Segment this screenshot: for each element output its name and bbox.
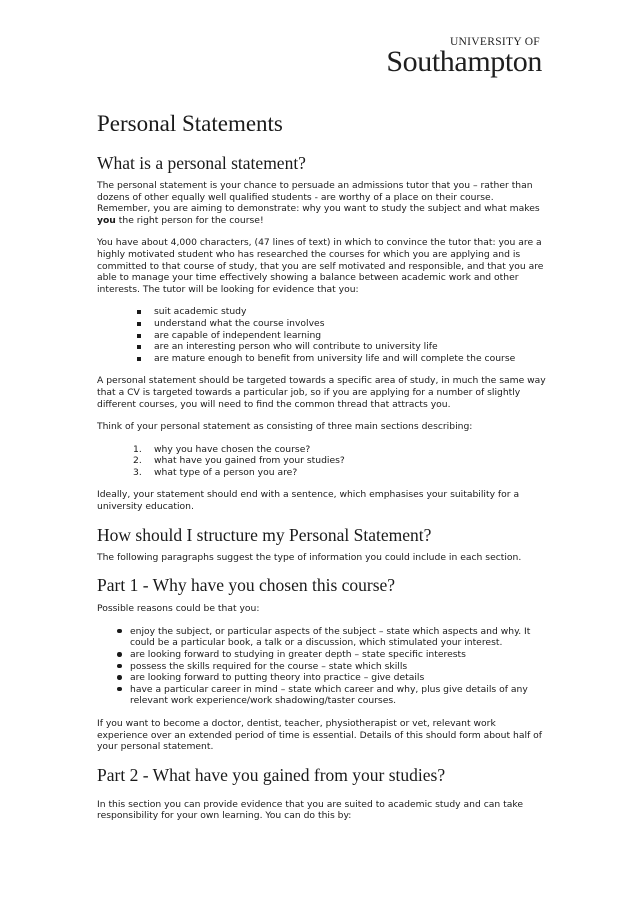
paragraph-characters: You have about 4,000 characters, (47 lines of text) in which to convince the tutor that: you are a highly motivated student who has researched the courses for which you are applying and is committed to that course of study, that you are self motivated and responsible, and that you are able to manage your time effectively showing a balance between academic work and other interests. The tutor will be looking for evidence that you:: [97, 237, 544, 295]
list-item-text: have a particular career in mind – state which career and why, plus give details of any relevant work experience/work shadowing/taster courses.: [130, 683, 528, 707]
list-item: [97, 318, 547, 330]
list-item-text: are looking forward to studying in greater depth – state specific interests: [130, 649, 466, 661]
list-item: [97, 626, 547, 649]
paragraph-targeted: A personal statement should be targeted towards a specific area of study, in much the same way that a CV is targeted towards a particular job, so if you are applying for a number of slightly different courses, you will need to find the common thread that attracts you.: [97, 375, 546, 410]
list-item: [97, 306, 547, 318]
reasons-list: [97, 626, 547, 707]
square-bullet-icon: [137, 334, 141, 338]
section-heading-part-1: Part 1 - Why have you chosen this course?: [97, 575, 396, 596]
logo-line-southampton: Southampton: [386, 45, 542, 78]
sections-list: [97, 444, 547, 479]
list-item-text: are capable of independent learning: [154, 329, 322, 341]
section-heading-what-is: What is a personal statement?: [97, 153, 306, 173]
list-item-text: are mature enough to benefit from university life and will complete the course: [154, 352, 516, 364]
list-item-text: understand what the course involves: [154, 317, 325, 329]
paragraph-intro-text: The personal statement is your chance to persuade an admissions tutor that you – rather than dozens of other equally well qualified students - are worthy of a place on their course. Remember, you are aiming to demonstrate: why you want to study the subject and what makes: [97, 180, 540, 215]
paragraph-intro-bold: you: [97, 214, 116, 226]
document-body: [97, 110, 547, 833]
paragraph-three-sections: Think of your personal statement as consisting of three main sections describing:: [97, 421, 473, 433]
numbered-item-text: what have you gained from your studies?: [154, 455, 345, 467]
list-item: [97, 649, 547, 661]
list-item-text: possess the skills required for the course – state which skills: [130, 660, 408, 672]
numbered-item: [97, 467, 547, 479]
paragraph-evidence: In this section you can provide evidence that you are suited to academic study and can take responsibility for your own learning. You can do this by:: [97, 798, 524, 822]
evidence-list: [97, 306, 547, 364]
paragraph-work-experience: If you want to become a doctor, dentist, teacher, physiotherapist or vet, relevant work experience over an extended period of time is essential. Details of this should form about half of your personal statement.: [97, 718, 543, 753]
list-item: [97, 353, 547, 365]
round-bullet-icon: [117, 664, 122, 669]
round-bullet-icon: [117, 675, 122, 680]
square-bullet-icon: [137, 322, 141, 326]
item-number: 2.: [133, 455, 142, 467]
list-item-text: suit academic study: [154, 306, 247, 318]
square-bullet-icon: [137, 357, 141, 361]
numbered-item-text: what type of a person you are?: [154, 466, 298, 478]
paragraph-structure: The following paragraphs suggest the type of information you could include in each section.: [97, 551, 522, 563]
round-bullet-icon: [117, 687, 122, 692]
paragraph-ending: Ideally, your statement should end with a sentence, which emphasises your suitability for a university education.: [97, 489, 520, 513]
section-heading-structure: How should I structure my Personal Statement?: [97, 524, 432, 545]
paragraph-reasons: Possible reasons could be that you:: [97, 603, 260, 615]
numbered-item-text: why you have chosen the course?: [154, 443, 311, 455]
numbered-item: [97, 455, 547, 467]
square-bullet-icon: [137, 345, 141, 349]
page-title: Personal Statements: [97, 111, 283, 136]
list-item: [97, 661, 547, 673]
list-item: [97, 330, 547, 342]
list-item-text: are an interesting person who will contribute to university life: [154, 341, 438, 353]
paragraph-intro: [97, 180, 547, 226]
numbered-item: [97, 444, 547, 456]
square-bullet-icon: [137, 310, 141, 314]
section-heading-part-2: Part 2 - What have you gained from your studies?: [97, 764, 446, 785]
list-item-text: are looking forward to putting theory into practice – give details: [130, 672, 425, 684]
university-logo: [386, 36, 542, 76]
item-number: 1.: [133, 443, 142, 455]
list-item: [97, 341, 547, 353]
round-bullet-icon: [117, 629, 122, 634]
list-item: [97, 684, 547, 707]
list-item-text: enjoy the subject, or particular aspects of the subject – state which aspects and why. It could be a particular book, a talk or a discussion, which stimulated your interest.: [130, 625, 531, 649]
item-number: 3.: [133, 466, 142, 478]
round-bullet-icon: [117, 652, 122, 657]
logo-line-university-of: UNIVERSITY OF: [449, 36, 540, 48]
list-item: [97, 672, 547, 684]
paragraph-intro-end: the right person for the course!: [115, 214, 264, 226]
